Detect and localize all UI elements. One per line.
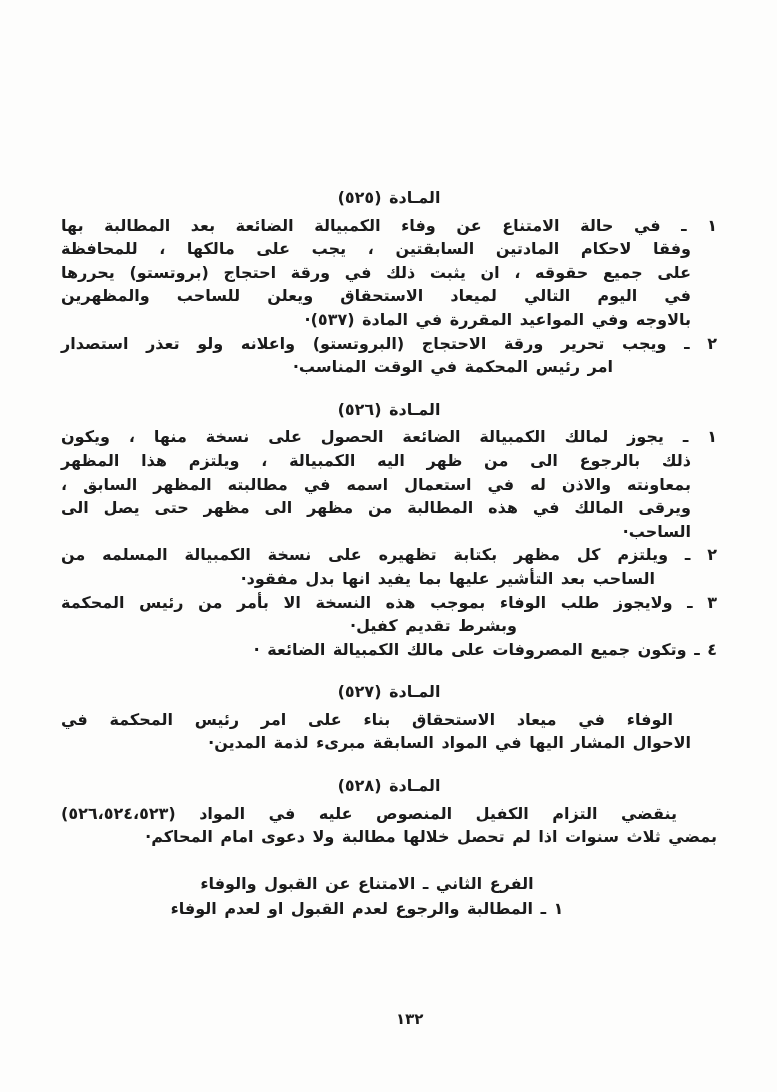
article-525-clause-2 — [61, 332, 717, 379]
text-line: ١ ـ يجوز لمالك الكمبيالة الضائعة الحصول على نسخة منها ، ويكون — [61, 427, 717, 447]
article-528-body — [61, 802, 717, 849]
article-527-title: المـادة (٥٢٧) — [337, 682, 441, 702]
text-line: الاحوال المشار اليها في المواد السابقة مبرىء لذمة المدين· — [208, 733, 691, 753]
article-526-title: المـادة (٥٢٦) — [337, 399, 441, 419]
text-line: ٣ ـ ولايجوز طلب الوفاء بموجب هذه النسخة الا بأمر من رئيس المحكمة — [61, 592, 717, 612]
text-line: ٢ ـ ويجب تحرير ورقة الاحتجاج (البروتستو) واعلانه ولو تعذر استصدار — [61, 333, 717, 353]
text-line: ينقضي التزام الكفيل المنصوص عليه في المواد (٥٢٦،٥٢٤،٥٢٣) — [61, 803, 677, 823]
text-line: ١ ـ في حالة الامتناع عن وفاء الكمبيالة الضائعة بعد المطالبة بها — [61, 215, 717, 235]
document-body — [61, 186, 717, 921]
text-line: ويرقى المالك في هذه المطالبة من مظهر الى مظهر حتى يصل الى — [61, 498, 691, 518]
text-line: بمضي ثلاث سنوات اذا لم تحصل خلالها مطالبة ولا دعوى امام المحاكم· — [145, 827, 717, 847]
text-line: الوفاء في ميعاد الاستحقاق بناء على امر رئيس المحكمة في — [61, 709, 673, 729]
subsection-title: الفرع الثاني ـ الامتناع عن القبول والوفاء — [200, 873, 534, 893]
text-line: بالاوجه وفي المواعيد المقررة في المادة (٥٣٧)· — [304, 309, 691, 329]
text-line: ٤ ـ وتكون جميع المصروفات على مالك الكمبيالة الضائعة · — [253, 639, 717, 659]
subsection-subtitle: ١ ـ المطالبة والرجوع لعدم القبول او لعدم الوفاء — [170, 898, 564, 918]
article-526-clause-2 — [61, 543, 717, 590]
article-526-clause-3 — [61, 591, 717, 638]
subsection-heading — [39, 871, 695, 921]
text-line: الساحب بعد التأشير عليها بما يفيد انها بدل مفقود· — [240, 568, 655, 588]
text-line: ذلك بالرجوع الى من ظهر اليه الكمبيالة ، ويلتزم هذا المظهر — [61, 450, 691, 470]
article-525-title: المـادة (٥٢٥) — [337, 188, 441, 207]
text-line: امر رئيس المحكمة في الوقت المناسب· — [292, 357, 613, 377]
text-line: بمعاونته والاذن له في استعمال اسمه في مطالبته المظهر السابق ، — [61, 474, 691, 494]
text-line: الساحب· — [622, 521, 691, 541]
article-528-title: المـادة (٥٢٨) — [337, 776, 441, 796]
text-line: على جميع حقوقه ، ان يثبت ذلك في ورقة احتجاج (بروتستو) يحررها — [61, 262, 691, 282]
text-line: في اليوم التالي لميعاد الاستحقاق ويعلن للساحب والمظهرين — [61, 286, 691, 306]
text-line: وبشرط تقديم كفيل· — [350, 616, 517, 636]
article-526-clause-1 — [61, 425, 717, 543]
page-number: ١٣٢ — [396, 1010, 424, 1028]
text-line: ٢ ـ ويلتزم كل مظهر بكتابة تظهيره على نسخة الكمبيالة المسلمه من — [61, 545, 717, 565]
article-525-clause-1 — [61, 214, 717, 332]
article-526-clause-4 — [61, 638, 717, 662]
article-527-body — [61, 708, 717, 755]
text-line: وفقا لاحكام المادتين السابقتين ، يجب على مالكها ، للمحافظة — [61, 239, 691, 259]
